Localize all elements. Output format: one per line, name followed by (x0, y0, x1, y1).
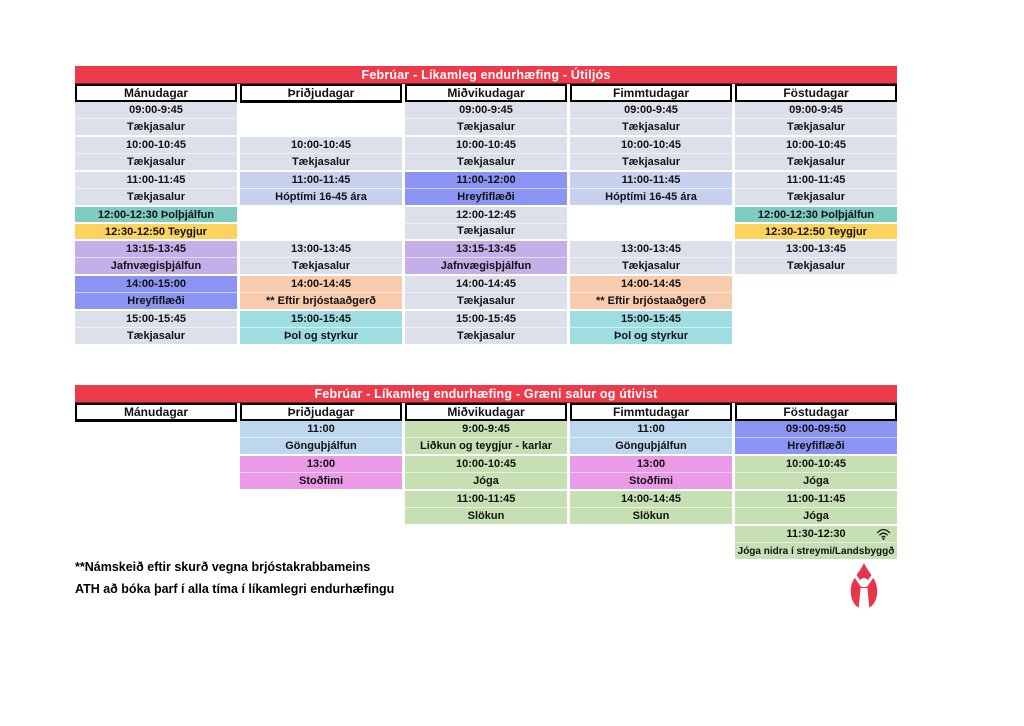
day-header-friday: Föstudagar (735, 403, 897, 422)
cell-time: 11:00 (240, 421, 402, 438)
cell-text: 12:00-12:30 Þolþjálfun (757, 208, 875, 221)
cell-label: Tækjasalur (126, 191, 186, 203)
cell-label: Tækjasalur (456, 156, 516, 168)
wifi-icon (876, 528, 891, 540)
schedule-cell (405, 241, 567, 274)
schedule-title-banner (75, 66, 897, 84)
cell-time: 15:00-15:45 (570, 311, 732, 328)
schedule-cell (75, 311, 237, 344)
cell-label: Tækjasalur (456, 295, 516, 307)
cell-label: Jóga nidra í streymi/Landsbyggð (737, 545, 895, 557)
day-header-wednesday: Miðvikudagar (405, 403, 567, 422)
schedule-cell (570, 491, 732, 524)
schedule-title: Febrúar - Líkamleg endurhæfing - Græni salur og útivist (314, 386, 658, 401)
cell-label: Jóga (803, 475, 829, 487)
schedule-cell-streaming (735, 526, 897, 559)
cell-label: Þol og styrkur (614, 330, 688, 342)
cell-label: Hreyfiflæði (127, 295, 185, 307)
schedule-cell (75, 207, 237, 222)
cell-time: 09:00-9:45 (735, 102, 897, 119)
day-header-wednesday: Miðvikudagar (405, 84, 567, 103)
cell-label: Tækjasalur (786, 260, 846, 272)
cell-time: 11:00-11:45 (570, 172, 732, 189)
schedule-cell (405, 456, 567, 489)
cell-time: 11:00-11:45 (735, 491, 897, 508)
cell-label: Tækjasalur (786, 121, 846, 133)
cell-time: 13:00 (570, 456, 732, 473)
schedule-title-banner (75, 385, 897, 403)
cell-label: Tækjasalur (291, 260, 351, 272)
schedule-grid-graeni-salur (75, 421, 897, 559)
schedule-grid-utiljos (75, 102, 897, 344)
schedule-cell (735, 172, 897, 205)
cell-time: 10:00-10:45 (405, 456, 567, 473)
cell-label: Tækjasalur (621, 156, 681, 168)
cell-label: Hóptími 16-45 ára (605, 191, 697, 203)
cell-label: Tækjasalur (126, 330, 186, 342)
cell-label: Tækjasalur (621, 260, 681, 272)
schedule-cell (240, 172, 402, 205)
cell-label: ** Eftir brjóstaaðgerð (595, 295, 707, 307)
schedule-cell (75, 137, 237, 170)
cell-label: Hreyfiflæði (787, 440, 845, 452)
cell-time: 10:00-10:45 (75, 137, 237, 154)
cell-time: 09:00-9:45 (570, 102, 732, 119)
day-header-monday: Mánudagar (75, 403, 237, 422)
footnote-booking: ATH að bóka þarf í alla tíma í líkamlegri endurhæfingu (75, 582, 395, 596)
schedule-cell (405, 207, 567, 239)
cell-time: 14:00-14:45 (240, 276, 402, 293)
schedule-cell (570, 276, 732, 309)
cell-label: Hreyfiflæði (457, 191, 515, 203)
cell-time: 11:00-11:45 (75, 172, 237, 189)
cell-time: 15:00-15:45 (405, 311, 567, 328)
cell-label: Tækjasalur (621, 121, 681, 133)
cell-label: Gönguþjálfun (615, 440, 687, 452)
cell-time: 10:00-10:45 (405, 137, 567, 154)
cell-time: 13:00-13:45 (240, 241, 402, 258)
cell-time: 11:00-12:00 (405, 172, 567, 189)
cell-time: 11:00-11:45 (735, 172, 897, 189)
schedule-cell (405, 102, 567, 135)
cell-label: Tækjasalur (456, 330, 516, 342)
cell-label: ** Eftir brjóstaaðgerð (265, 295, 377, 307)
day-header-tuesday: Þriðjudagar (240, 84, 402, 103)
cell-time: 11:00-11:45 (405, 491, 567, 508)
schedule-cell (240, 276, 402, 309)
schedule-cell (405, 311, 567, 344)
schedule-cell (405, 421, 567, 454)
cell-time: 13:00 (240, 456, 402, 473)
schedule-cell (405, 137, 567, 170)
cell-label: Stoðfimi (299, 475, 343, 487)
schedule-cell (240, 421, 402, 454)
schedule-cell (75, 224, 237, 239)
day-header-row (75, 84, 897, 101)
cell-time: 11:30-12:30 (735, 526, 897, 543)
schedule-cell (405, 172, 567, 205)
schedule-cell (570, 172, 732, 205)
cell-label: Slökun (467, 510, 505, 522)
schedule-cell (735, 491, 897, 524)
cell-label: Tækjasalur (786, 156, 846, 168)
schedule-cell (570, 102, 732, 135)
cell-text: 12:00-12:30 Þolþjálfun (97, 208, 215, 221)
schedule-cell (75, 102, 237, 135)
schedule-cell (240, 311, 402, 344)
cell-time: 15:00-15:45 (75, 311, 237, 328)
cell-label: Stoðfimi (629, 475, 673, 487)
schedule-cell (405, 276, 567, 309)
cell-time: 13:15-13:45 (75, 241, 237, 258)
day-header-thursday: Fimmtudagar (570, 403, 732, 422)
cell-time: 11:00-11:45 (240, 172, 402, 189)
day-header-thursday: Fimmtudagar (570, 84, 732, 103)
schedule-cell (405, 491, 567, 524)
cell-time: 09:00-9:45 (75, 102, 237, 119)
cell-time: 13:00-13:45 (570, 241, 732, 258)
schedule-cell (240, 456, 402, 489)
cell-label: Liðkun og teygjur - karlar (419, 440, 553, 452)
cell-label: Hóptími 16-45 ára (275, 191, 367, 203)
schedule-cell (735, 241, 897, 274)
schedule-cell (570, 137, 732, 170)
cell-label: Tækjasalur (456, 121, 516, 133)
cell-time: 11:00 (570, 421, 732, 438)
cell-time: 12:00-12:45 (405, 207, 567, 224)
cell-time: 14:00-14:45 (405, 276, 567, 293)
schedule-cell (735, 224, 897, 239)
cell-label: Jóga (473, 475, 499, 487)
day-header-row (75, 403, 897, 420)
cell-label: Tækjasalur (786, 191, 846, 203)
cell-label: Tækjasalur (456, 225, 516, 238)
cell-time: 13:15-13:45 (405, 241, 567, 258)
schedule-cell (240, 137, 402, 170)
schedule-cell (735, 421, 897, 454)
day-header-tuesday: Þriðjudagar (240, 403, 402, 422)
cell-label: Þol og styrkur (284, 330, 358, 342)
cell-label: Gönguþjálfun (285, 440, 357, 452)
cell-time: 09:00-9:45 (405, 102, 567, 119)
cell-label: Jafnvægisþjálfun (110, 260, 202, 272)
cell-time: 9:00-9:45 (405, 421, 567, 438)
schedule-cell (570, 421, 732, 454)
cell-time: 10:00-10:45 (570, 137, 732, 154)
cell-time: 10:00-10:45 (735, 456, 897, 473)
cell-time: 13:00-13:45 (735, 241, 897, 258)
schedule-cell (75, 172, 237, 205)
cell-label: Slökun (632, 510, 670, 522)
cell-time: 14:00-15:00 (75, 276, 237, 293)
cell-time: 15:00-15:45 (240, 311, 402, 328)
schedule-cell (735, 456, 897, 489)
schedule-cell (240, 241, 402, 274)
cell-time: 10:00-10:45 (240, 137, 402, 154)
cell-label: Tækjasalur (126, 156, 186, 168)
cell-label: Jafnvægisþjálfun (440, 260, 532, 272)
cell-text: 12:30-12:50 Teygjur (765, 225, 867, 238)
schedule-cell (735, 137, 897, 170)
schedule-cell (570, 311, 732, 344)
cell-time: 09:00-09:50 (735, 421, 897, 438)
day-header-monday: Mánudagar (75, 84, 237, 103)
schedule-cell (75, 276, 237, 309)
schedule-cell (75, 241, 237, 274)
cell-label: Jóga (803, 510, 829, 522)
cell-time: 14:00-14:45 (570, 491, 732, 508)
cell-label: Tækjasalur (291, 156, 351, 168)
schedule-title: Febrúar - Líkamleg endurhæfing - Útiljós (361, 67, 611, 82)
cell-time: 10:00-10:45 (735, 137, 897, 154)
schedule-cell (735, 207, 897, 222)
cell-time: 14:00-14:45 (570, 276, 732, 293)
schedule-cell (570, 456, 732, 489)
footnote-surgery: **Námskeið eftir skurð vegna brjóstakrabbameins (75, 560, 371, 574)
cell-text: 12:30-12:50 Teygjur (105, 225, 207, 238)
schedule-cell (735, 102, 897, 135)
schedule-cell (570, 241, 732, 274)
footnotes (75, 556, 394, 600)
cell-label: Tækjasalur (126, 121, 186, 133)
day-header-friday: Föstudagar (735, 84, 897, 103)
ljosid-flame-logo (838, 562, 890, 616)
